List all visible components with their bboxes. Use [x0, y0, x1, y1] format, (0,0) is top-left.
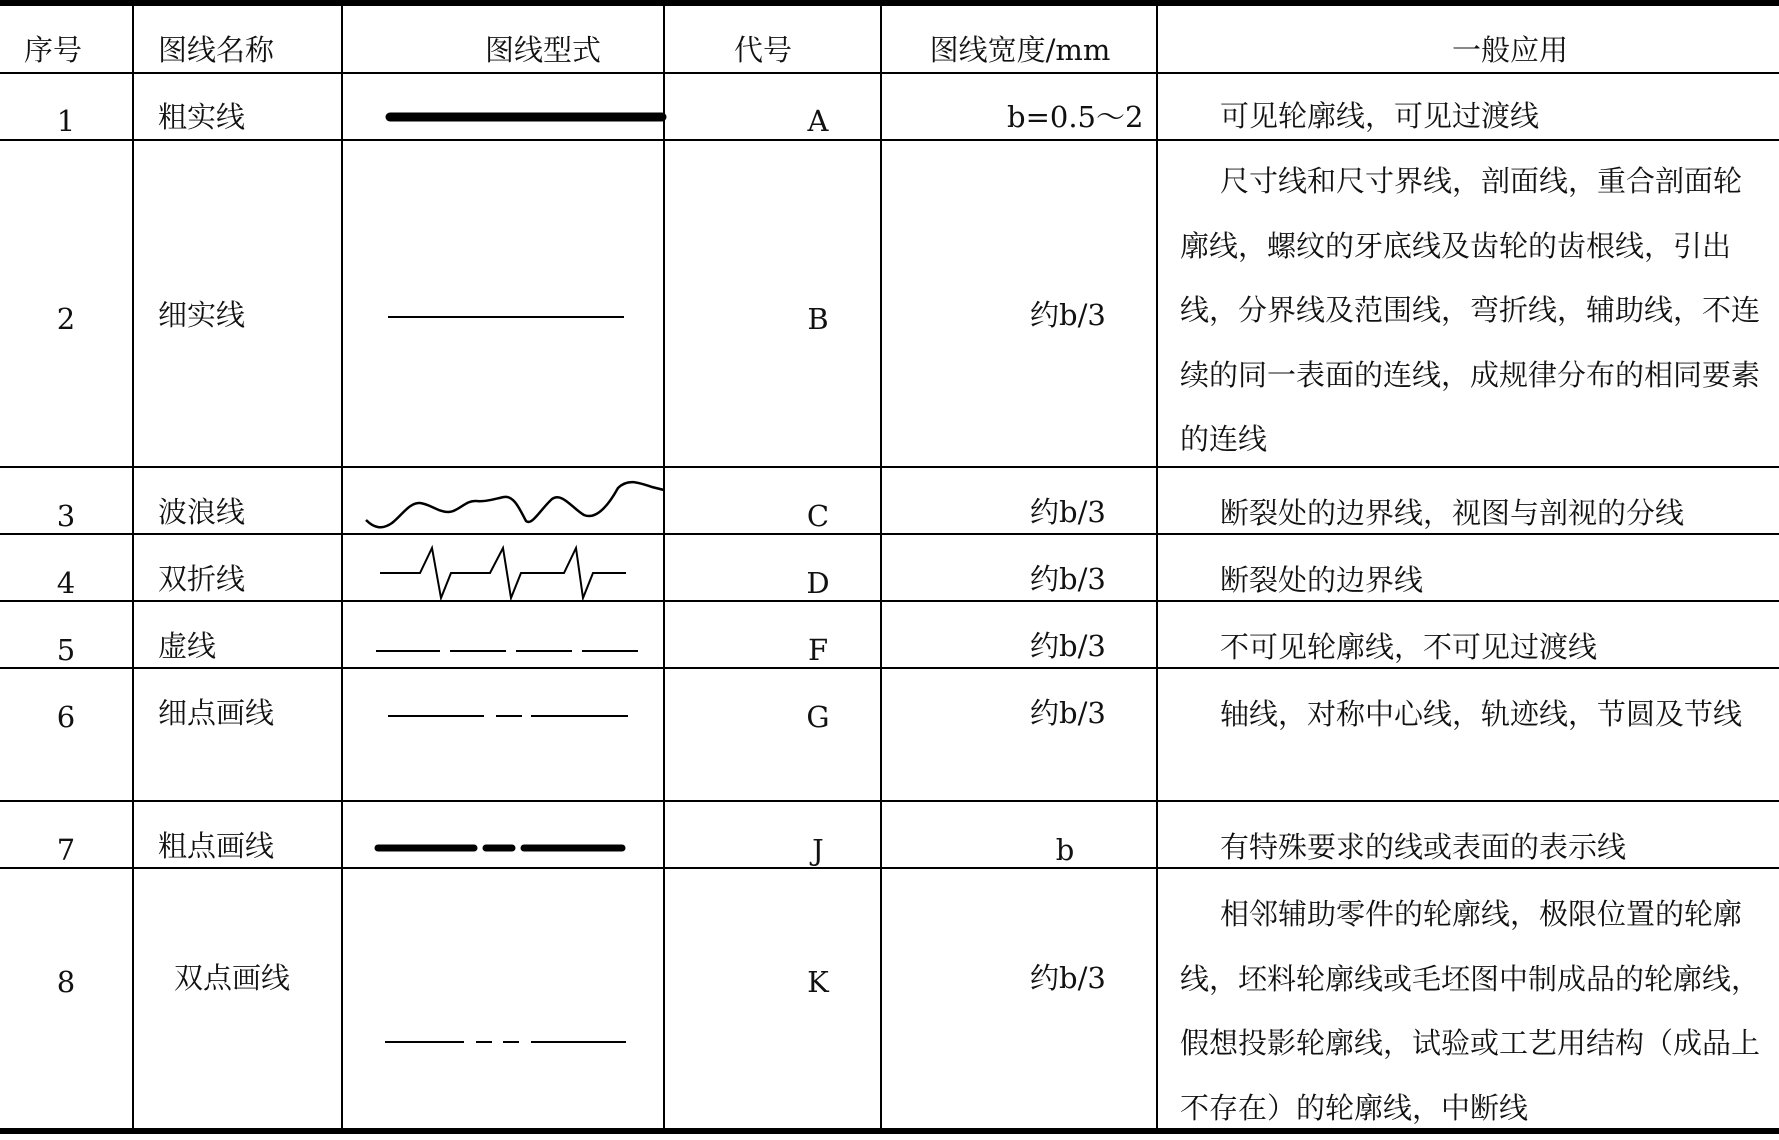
row-usage: 断裂处的边界线 — [1220, 563, 1424, 597]
row-code: J — [812, 833, 824, 867]
row-usage: 断裂处的边界线，视图与剖视的分线 — [1220, 496, 1685, 530]
row-name: 粗实线 — [158, 100, 246, 134]
row-index: 2 — [56, 302, 76, 336]
row-index: 3 — [56, 499, 76, 533]
table-top-border — [0, 0, 1779, 6]
column-divider — [880, 0, 882, 1134]
row-usage: 可见轮廓线，可见过渡线 — [1220, 99, 1540, 133]
row-width: 约b/3 — [1030, 696, 1106, 730]
row-name: 波浪线 — [158, 495, 246, 529]
row-name: 双折线 — [158, 562, 246, 596]
row-name: 粗点画线 — [158, 829, 275, 863]
header-name: 图线名称 — [158, 33, 275, 67]
row-code: B — [807, 302, 829, 336]
column-divider — [132, 0, 134, 1134]
header-index: 序号 — [24, 33, 83, 67]
column-divider — [341, 0, 343, 1134]
row-code: A — [807, 104, 829, 138]
header-bottom-border — [0, 72, 1779, 74]
row-index: 6 — [56, 700, 76, 734]
row-usage: 尺寸线和尺寸界线，剖面线，重合剖面轮廓线，螺纹的牙底线及齿轮的齿根线，引出线，分界线及范围线，弯折线，辅助线，不连续的同一表面的连线，成规律分布的相同要素的连线 — [1180, 164, 1761, 456]
column-divider — [663, 0, 665, 1134]
row-width: 约b/3 — [1030, 298, 1106, 332]
row-name: 细点画线 — [158, 696, 275, 730]
column-divider — [1156, 0, 1158, 1134]
row-usage: 相邻辅助零件的轮廓线，极限位置的轮廓线，坯料轮廓线或毛坯图中制成品的轮廓线，假想投影轮廓线，试验或工艺用结构（成品上不存在）的轮廓线，中断线 — [1180, 897, 1761, 1125]
row-index: 4 — [56, 566, 76, 600]
row-width: 约b/3 — [1030, 629, 1106, 663]
row-width: 约b/3 — [1030, 495, 1106, 529]
row-usage: 有特殊要求的线或表面的表示线 — [1220, 830, 1627, 864]
row-usage: 轴线，对称中心线，轨迹线，节圆及节线 — [1220, 697, 1743, 731]
row-usage: 不可见轮廓线，不可见过渡线 — [1220, 630, 1598, 664]
row-index: 7 — [56, 833, 76, 867]
row-code: G — [806, 700, 830, 734]
row-width: b=0.5～2 — [1007, 100, 1144, 134]
header-code: 代号 — [733, 33, 792, 67]
row-code: D — [806, 566, 830, 600]
row-index: 1 — [56, 104, 76, 138]
row-name: 细实线 — [158, 298, 246, 332]
row-divider — [0, 800, 1779, 802]
row-name: 虚线 — [158, 629, 217, 663]
row-width: b — [1055, 833, 1075, 867]
row-width: 约b/3 — [1030, 961, 1106, 995]
double-dash-dot-line-icon — [0, 0, 1, 1]
row-width: 约b/3 — [1030, 562, 1106, 596]
row-index: 5 — [56, 633, 76, 667]
row-code: K — [807, 965, 829, 999]
header-usage: 一般应用 — [1451, 33, 1568, 67]
header-width: 图线宽度/mm — [929, 33, 1111, 67]
row-index: 8 — [56, 965, 76, 999]
row-code: C — [806, 499, 830, 533]
row-code: F — [807, 633, 829, 667]
header-style: 图线型式 — [484, 33, 601, 67]
row-name: 双点画线 — [174, 961, 291, 995]
